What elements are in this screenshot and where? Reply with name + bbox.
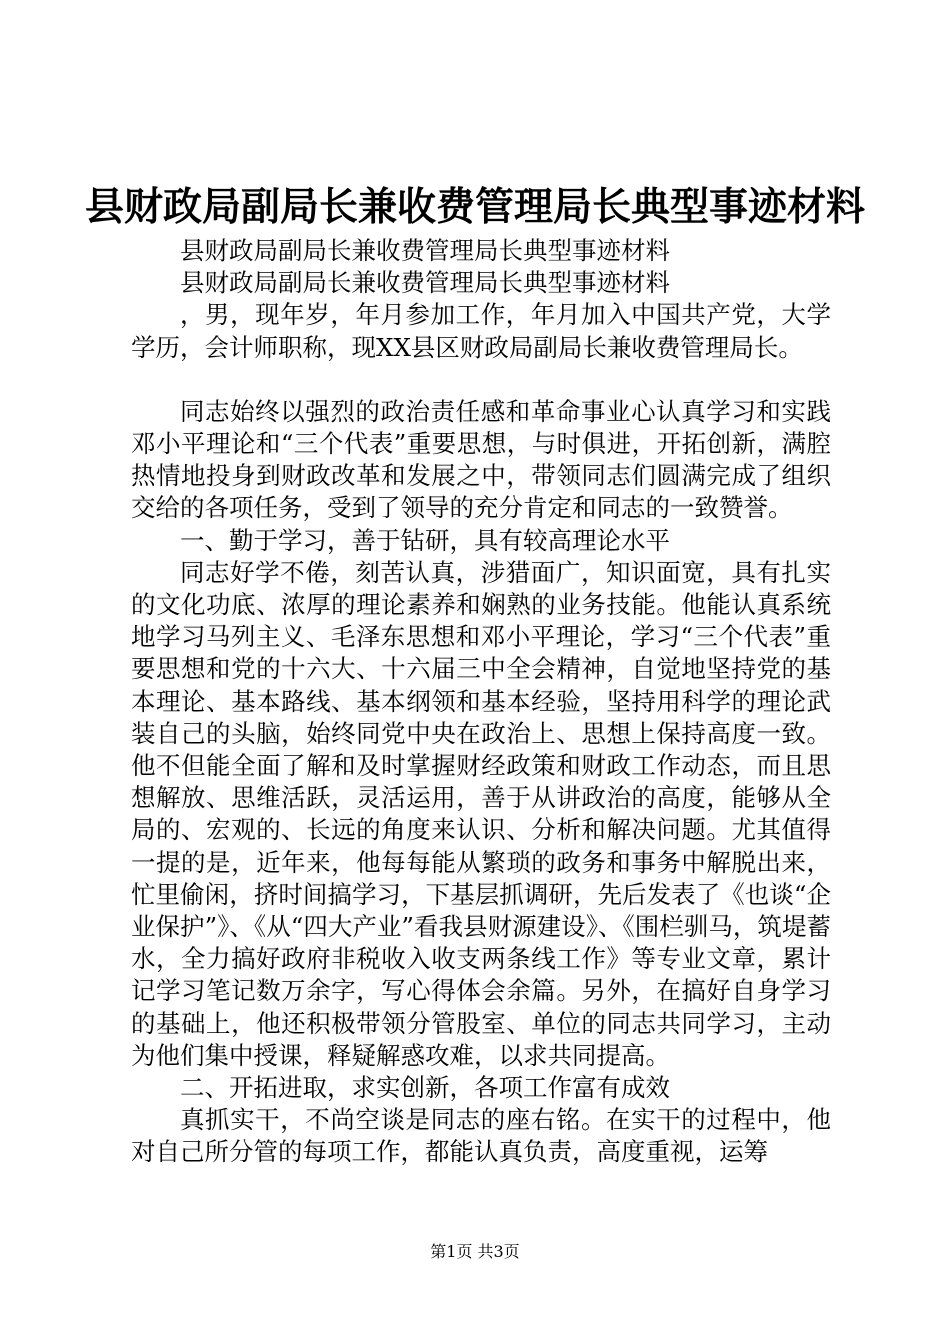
paragraph-subtitle-1: 县财政局副局长兼收费管理局长典型事迹材料 [180, 236, 670, 265]
paragraph-profile: ，男，现年岁，年月参加工作，年月加入中国共产党，大学学历，会计师职称，现XX县区财政局副局长兼收费管理局长。 [131, 300, 831, 362]
paragraph-subtitle-2: 县财政局副局长兼收费管理局长典型事迹材料 [180, 268, 670, 298]
paragraph-section-1: 同志好学不倦，刻苦认真，涉猎面广，知识面宽，具有扎实的文化功底、浓厚的理论素养和娴熟的业务技能。他能认真系统地学习马列主义、毛泽东思想和邓小平理论，学习“三个代表”重要思想和党的十六大、十六届三中全会精神，自觉地坚持党的基本理论、基本路线、基本纲领和基本经验，坚持用科学的理论武装自己的头脑，始终同党中央在政治上、思想上保持高度一致。他不但能全面了解和及时掌握财经政策和财政工作动态，而且思想解放、思维活跃，灵活运用，善于从讲政治的高度，能够从全局的、宏观的、长远的角度来认识、分析和解决问题。尤其值得一提的是，近年来，他每每能从繁琐的政务和事务中解脱出来，忙里偷闲，挤时间搞学习，下基层抓调研，先后发表了《也谈“企业保护”》、《从“四大产业”看我县财源建设》、《围栏驯马，筑堤蓄水，全力搞好政府非税收入收支两条线工作》等专业文章，累计记学习笔记数万余字，写心得体会余篇。另外，在搞好自身学习的基础上，他还积极带领分管股室、单位的同志共同学习，主动为他们集中授课，释疑解惑攻难，以求共同提高。 [131, 557, 831, 1070]
paragraph-intro: 同志始终以强烈的政治责任感和革命事业心认真学习和实践邓小平理论和“三个代表”重要思想，与时俱进，开拓创新，满腔热情地投身到财政改革和发展之中，带领同志们圆满完成了组织交给的各项任务，受到了领导的充分肯定和同志的一致赞誉。 [131, 396, 831, 523]
page-footer: 第1页 共3页 [430, 1242, 520, 1261]
document-title: 县财政局副局长兼收费管理局长典型事迹材料 [84, 185, 865, 230]
section-heading-1: 一、勤于学习，善于钻研，具有较高理论水平 [180, 525, 670, 555]
section-heading-2: 二、开拓进取，求实创新，各项工作富有成效 [180, 1073, 670, 1103]
document-body [131, 235, 831, 1169]
paragraph-section-2: 真抓实干，不尚空谈是同志的座右铭。在实干的过程中，他对自己所分管的每项工作，都能认真负责，高度重视，运筹 [131, 1105, 831, 1167]
